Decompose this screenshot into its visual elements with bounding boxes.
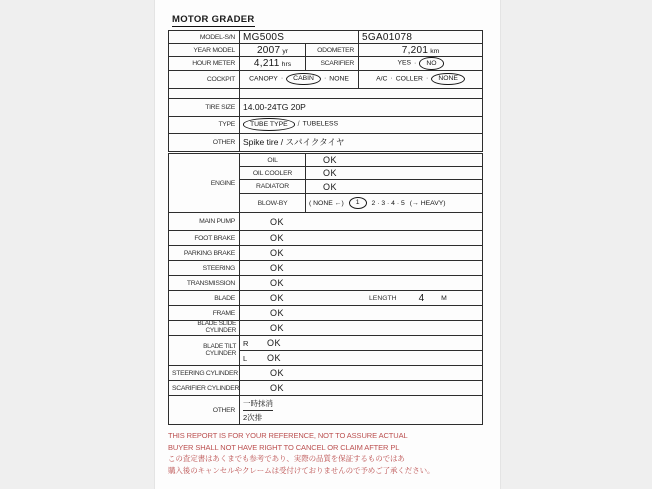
table-row [169, 70, 483, 88]
blade-cell [240, 291, 483, 306]
disclaimer [168, 430, 498, 476]
cockpit-options-cell [240, 70, 359, 88]
blade-tilt-cylinder-label [169, 336, 240, 366]
main-pump-label: MAIN PUMP [169, 213, 240, 231]
serial-value: 5GA01078 [359, 31, 483, 44]
steering-cylinder-label: STEERING CYLINDER [169, 366, 240, 381]
parking-brake-value: OK [240, 246, 483, 261]
tire-type-label: TYPE [169, 116, 240, 133]
spec-other-value: Spike tire / スパイクタイヤ [240, 133, 483, 151]
table-row [169, 154, 483, 167]
cockpit-none-option: NONE [329, 75, 349, 83]
cockpit-canopy-option: CANOPY [249, 75, 278, 83]
transmission-value: OK [240, 276, 483, 291]
table-row [169, 336, 483, 351]
foot-brake-label: FOOT BRAKE [169, 231, 240, 246]
spec-other-label: OTHER [169, 133, 240, 151]
odometer-unit: km [430, 47, 440, 55]
hour-meter-label: HOUR METER [169, 57, 240, 71]
blow-by-scale-cell [306, 194, 483, 213]
radiator-label: RADIATOR [240, 180, 306, 194]
oil-cooler-label: OIL COOLER [240, 167, 306, 180]
steering-value: OK [240, 261, 483, 276]
cockpit-cabin-selected-circle: CABIN [286, 73, 321, 86]
model-sn-label: MODEL-S/N [169, 31, 240, 44]
blade-tilt-l-value: OK [267, 353, 282, 363]
checks-other-line2: 2次排 [243, 412, 263, 422]
page-title: MOTOR GRADER [172, 14, 255, 25]
spacer-label-cell [169, 88, 240, 98]
blade-tilt-l-label: L [243, 353, 248, 363]
aircon-options-cell [359, 70, 483, 88]
scarifier-yes-option: YES [397, 59, 412, 67]
blade-value: OK [270, 293, 285, 303]
frame-value: OK [240, 306, 483, 321]
frame-label: FRAME [169, 306, 240, 321]
blade-tilt-l-cell [240, 351, 483, 366]
blow-by-selected-circle: 1 [349, 197, 367, 209]
aircon-none-selected-circle: NONE [431, 73, 465, 86]
blow-by-scale: 2 · 3 · 4 · 5 [371, 199, 405, 207]
cockpit-label: COCKPIT [169, 70, 240, 88]
disclaimer-line-1: THIS REPORT IS FOR YOUR REFERENCE, NOT TO ASSURE ACTUAL [168, 431, 408, 440]
blade-tilt-r-value: OK [267, 338, 282, 348]
hour-meter-cell [240, 57, 306, 71]
hour-unit: hrs [281, 60, 292, 68]
table-row [169, 306, 483, 321]
table-row [169, 366, 483, 381]
blade-length-label: LENGTH [369, 294, 397, 302]
separator-dot: · [425, 75, 429, 83]
blow-by-heavy-end: (→ HEAVY) [409, 199, 446, 207]
table-row [169, 396, 483, 425]
table-row [169, 116, 483, 133]
aircon-coller-option: COLLER [395, 75, 423, 83]
checks-other-label: OTHER [169, 396, 240, 425]
scarifier-cylinder-value: OK [240, 381, 483, 396]
table-row [169, 291, 483, 306]
blow-by-none-end: ( NONE ←) [309, 199, 344, 207]
odometer-cell [359, 44, 483, 57]
disclaimer-line-4: 購入後のキャンセルやクレームは受付けておりませんので予めご了承ください。 [168, 465, 435, 475]
checks-other-line1: 一時抹消 [243, 397, 273, 411]
blow-by-label: BLOW-BY [240, 194, 306, 213]
table-row [169, 321, 483, 336]
blade-length-unit: M [441, 294, 447, 302]
blade-slide-cylinder-value: OK [240, 321, 483, 336]
blade-length-value: 4 [418, 292, 425, 304]
year-model-cell [240, 44, 306, 57]
tubeless-option: TUBELESS [302, 120, 339, 128]
disclaimer-line-2: BUYER SHALL NOT HAVE RIGHT TO CANCEL OR CLAIM AFTER PL [168, 442, 400, 452]
table-row [169, 57, 483, 71]
year-model-label: YEAR MODEL [169, 44, 240, 57]
tire-type-options-cell [240, 116, 483, 133]
table-row [169, 98, 483, 116]
spacer-value-cell [240, 88, 483, 98]
year-unit: yr [282, 47, 289, 55]
blade-tilt-r-label: R [243, 338, 249, 348]
document-page [155, 0, 500, 489]
spec-table [168, 30, 483, 152]
blade-tilt-cylinder-label-line2: CYLINDER [205, 349, 236, 357]
aircon-ac-option: A/C [376, 75, 388, 83]
odometer-value: 7,201 [401, 44, 429, 56]
spacer-row [169, 88, 483, 98]
tube-type-selected-circle: TUBE TYPE [243, 118, 295, 131]
parking-brake-label: PARKING BRAKE [169, 246, 240, 261]
separator-dot: · [323, 75, 327, 83]
table-row [169, 31, 483, 44]
radiator-value: OK [306, 180, 483, 194]
table-row [169, 213, 483, 231]
inspection-table [168, 153, 483, 425]
foot-brake-value: OK [240, 231, 483, 246]
separator-dot: · [280, 75, 284, 83]
oil-cooler-value: OK [306, 167, 483, 180]
scarifier-cylinder-label: SCARIFIER CYLINDER [169, 381, 240, 396]
oil-label: OIL [240, 154, 306, 167]
scarifier-options-cell [359, 57, 483, 71]
table-row [169, 381, 483, 396]
separator-slash: / [297, 120, 300, 128]
disclaimer-line-3: この査定書はあくまでも参考であり、実際の品質を保証するものではあ [168, 454, 405, 463]
table-row [169, 44, 483, 57]
table-row [169, 261, 483, 276]
blade-tilt-cylinder-label-line1: BLADE TILT [203, 342, 236, 350]
scarifier-no-selected-circle: NO [419, 57, 443, 70]
engine-label: ENGINE [169, 154, 240, 213]
blade-tilt-r-cell [240, 336, 483, 351]
blade-label: BLADE [169, 291, 240, 306]
table-row [169, 231, 483, 246]
main-pump-value: OK [240, 213, 483, 231]
hour-value: 4,211 [253, 57, 280, 69]
tire-size-value: 14.00-24TG 20P [240, 98, 483, 116]
steering-cylinder-value: OK [240, 366, 483, 381]
transmission-label: TRANSMISSION [169, 276, 240, 291]
table-row [169, 276, 483, 291]
tire-size-label: TIRE SIZE [169, 98, 240, 116]
oil-value: OK [306, 154, 483, 167]
blade-slide-cylinder-label-line1: BLADE SLIDE [197, 320, 236, 328]
model-value: MG500S [240, 31, 359, 44]
separator-dot: · [414, 59, 417, 67]
table-row [169, 133, 483, 151]
odometer-label: ODOMETER [306, 44, 359, 57]
checks-other-cell [240, 396, 483, 425]
year-value: 2007 [256, 44, 281, 56]
scarifier-label: SCARIFIER [306, 57, 359, 71]
blade-slide-cylinder-label-line2: CYLINDER [205, 327, 236, 334]
separator-dot: · [390, 75, 393, 83]
table-row [169, 246, 483, 261]
blade-slide-cylinder-label [169, 321, 240, 336]
steering-label: STEERING [169, 261, 240, 276]
